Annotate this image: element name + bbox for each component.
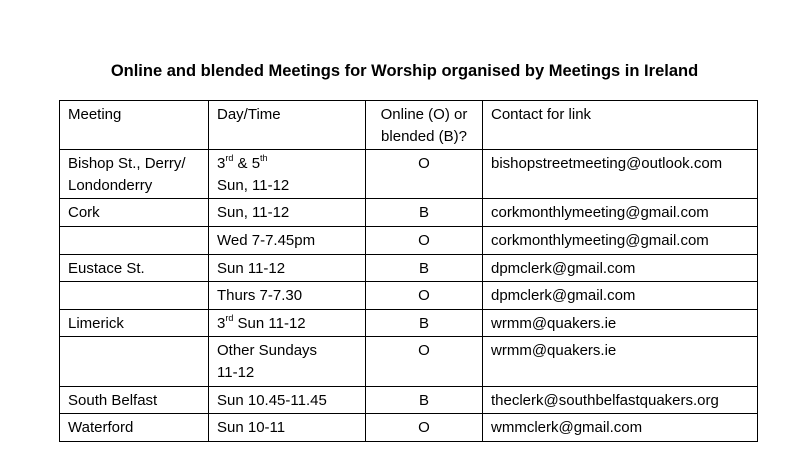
header-mode [366,101,483,150]
contact-email: wrmm@quakers.ie [483,337,758,386]
meeting-cell: South Belfast [60,386,209,414]
header-mode-line-1: Online (O) or [380,106,468,123]
day-number: 3 [217,314,226,332]
day-time-cell: Thurs 7-7.30 [209,282,366,310]
meeting-name-line-2: Londonderry [68,176,153,194]
day-ordinal-suffix: rd [225,312,234,323]
contact-email: wrmm@quakers.ie [483,309,758,337]
header-day-time: Day/Time [209,101,366,150]
meeting-cell [60,150,209,199]
mode-cell: O [366,150,483,199]
day-time-line-2: 11-12 [217,363,255,381]
meeting-cell [60,282,209,310]
table-row [60,414,758,442]
day-number: & 5 [233,155,261,173]
day-time-cell: Wed 7-7.45pm [209,226,366,254]
header-mode-line-2: blended (B)? [381,127,467,145]
mode-cell: O [366,282,483,310]
table-row [60,199,758,227]
contact-email: dpmclerk@gmail.com [483,254,758,282]
mode-cell: O [366,337,483,386]
meeting-cell [60,337,209,386]
contact-email: corkmonthlymeeting@gmail.com [483,199,758,227]
mode-cell: O [366,414,483,442]
document-title: Online and blended Meetings for Worship organised by Meetings in Ireland [110,62,699,80]
meeting-cell: Cork [60,199,209,227]
header-meeting: Meeting [60,101,209,150]
day-time-line-1 [217,153,365,175]
mode-cell: O [366,226,483,254]
table-row [60,150,758,199]
day-time-cell: Sun 10-11 [209,414,366,442]
day-time-cell: Sun 11-12 [209,254,366,282]
table-header-row [60,101,758,150]
table-row [60,309,758,337]
day-ordinal-suffix: th [260,153,268,164]
contact-email: wmmclerk@gmail.com [483,414,758,442]
day-time-line-1: Other Sundays [217,342,318,360]
day-time-cell: Sun 10.45-11.45 [209,386,366,414]
contact-email: dpmclerk@gmail.com [483,282,758,310]
header-contact: Contact for link [483,101,758,150]
meeting-cell: Waterford [60,414,209,442]
table-row [60,254,758,282]
contact-email: theclerk@southbelfastquakers.org [483,386,758,414]
day-time-cell [209,337,366,386]
meeting-name-line-1: Bishop St., Derry/ [68,155,186,173]
mode-cell: B [366,309,483,337]
day-time-cell [209,150,366,199]
meetings-table [59,100,758,442]
day-time-text: Sun 11-12 [233,314,306,332]
day-time-cell: Sun, 11-12 [209,199,366,227]
table-row [60,226,758,254]
table-row [60,337,758,386]
day-time-cell [209,309,366,337]
meeting-cell [60,226,209,254]
meeting-cell: Eustace St. [60,254,209,282]
mode-cell: B [366,386,483,414]
table-row [60,386,758,414]
contact-email: bishopstreetmeeting@outlook.com [483,150,758,199]
mode-cell: B [366,254,483,282]
day-number: 3 [217,155,226,173]
meeting-cell: Limerick [60,309,209,337]
table-row [60,282,758,310]
day-time-line-2: Sun, 11-12 [217,176,290,194]
day-ordinal-suffix: rd [225,153,234,164]
contact-email: corkmonthlymeeting@gmail.com [483,226,758,254]
mode-cell: B [366,199,483,227]
